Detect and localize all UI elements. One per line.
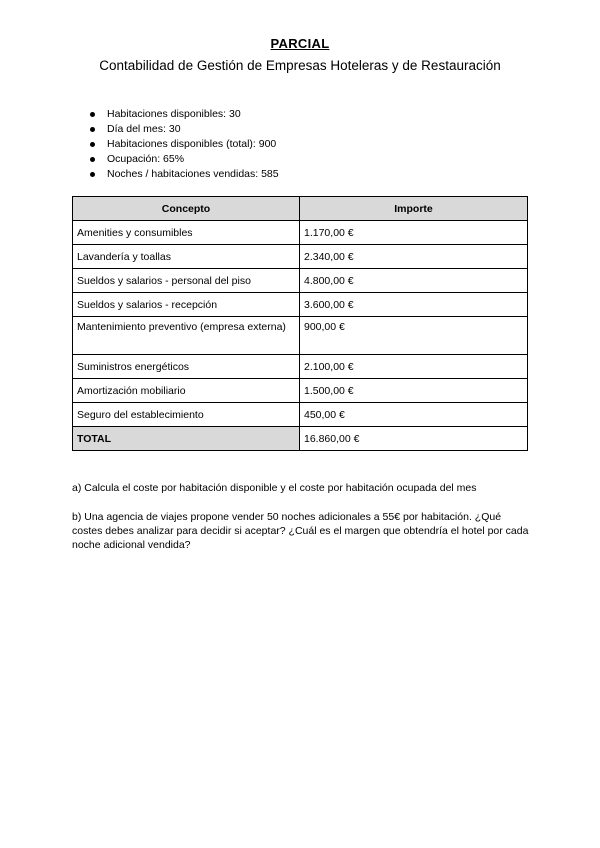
bullet-dot-icon xyxy=(90,142,95,147)
amount-cell: 2.100,00 € xyxy=(300,355,528,379)
total-amount-cell: 16.860,00 € xyxy=(300,427,528,451)
table-row xyxy=(73,245,528,269)
bullet-dot-icon xyxy=(90,127,95,132)
amount-cell: 3.600,00 € xyxy=(300,293,528,317)
concept-cell: Seguro del establecimiento xyxy=(73,403,300,427)
bullet-item xyxy=(72,167,279,182)
table-row xyxy=(73,379,528,403)
total-label-cell: TOTAL xyxy=(73,427,300,451)
amount-cell: 450,00 € xyxy=(300,403,528,427)
table-row xyxy=(73,269,528,293)
bullet-item xyxy=(72,137,279,152)
table-row xyxy=(73,403,528,427)
concept-cell: Sueldos y salarios - personal del piso xyxy=(73,269,300,293)
page-subtitle: Contabilidad de Gestión de Empresas Hoteleras y de Restauración xyxy=(99,58,501,73)
bullet-dot-icon xyxy=(90,157,95,162)
bullet-text: Habitaciones disponibles: 30 xyxy=(107,108,241,120)
concept-cell: Amenities y consumibles xyxy=(73,221,300,245)
bullet-text: Noches / habitaciones vendidas: 585 xyxy=(107,168,279,180)
amount-cell: 1.170,00 € xyxy=(300,221,528,245)
question-b: b) Una agencia de viajes propone vender 50 noches adicionales a 55€ por habitación. ¿Qué costes debes analizar para decidir si aceptar? ¿Cuál es el margen que obtendría el hotel por cada noche adicional vendida? xyxy=(72,511,529,551)
page-title: PARCIAL xyxy=(270,36,330,51)
column-header-importe: Importe xyxy=(300,197,528,221)
concept-cell: Suministros energéticos xyxy=(73,355,300,379)
bullet-item xyxy=(72,152,279,167)
table-row xyxy=(73,355,528,379)
concept-cell: Amortización mobiliario xyxy=(73,379,300,403)
table-row xyxy=(73,293,528,317)
data-bullet-list xyxy=(72,107,279,182)
amount-cell: 1.500,00 € xyxy=(300,379,528,403)
table-total-row xyxy=(73,427,528,451)
bullet-dot-icon xyxy=(90,112,95,117)
table-row xyxy=(73,221,528,245)
concept-cell: Mantenimiento preventivo (empresa externa) xyxy=(73,317,300,355)
amount-cell: 4.800,00 € xyxy=(300,269,528,293)
cost-table xyxy=(72,196,528,451)
table-header-row xyxy=(73,197,528,221)
concept-cell: Lavandería y toallas xyxy=(73,245,300,269)
bullet-text: Ocupación: 65% xyxy=(107,153,185,165)
bullet-dot-icon xyxy=(90,172,95,177)
amount-cell: 900,00 € xyxy=(300,317,528,355)
question-a: a) Calcula el coste por habitación disponible y el coste por habitación ocupada del mes xyxy=(72,482,477,494)
concept-cell: Sueldos y salarios - recepción xyxy=(73,293,300,317)
column-header-concepto: Concepto xyxy=(73,197,300,221)
bullet-text: Habitaciones disponibles (total): 900 xyxy=(107,138,277,150)
table-row xyxy=(73,317,528,355)
bullet-text: Día del mes: 30 xyxy=(107,123,181,135)
bullet-item xyxy=(72,107,279,122)
amount-cell: 2.340,00 € xyxy=(300,245,528,269)
bullet-item xyxy=(72,122,279,137)
